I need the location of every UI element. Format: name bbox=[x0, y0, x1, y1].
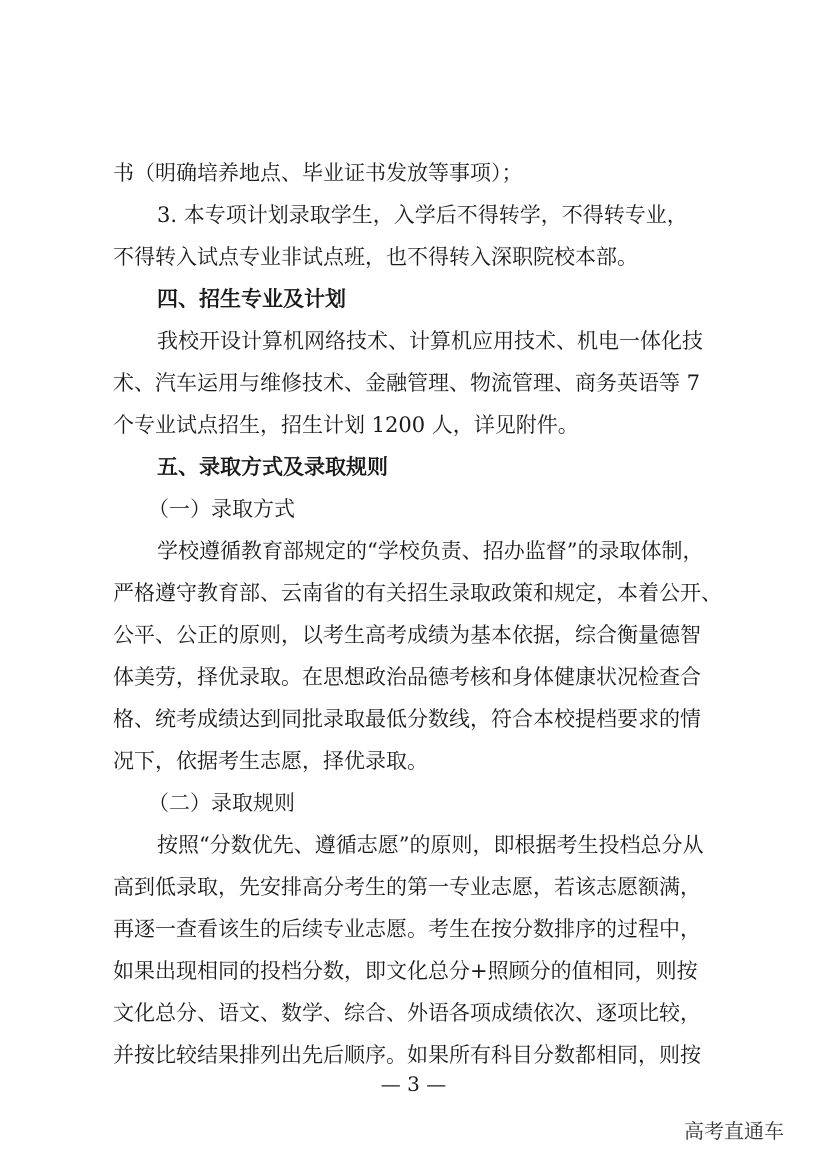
subsection-heading: （二）录取规则 bbox=[148, 791, 295, 815]
text-line: 书（明确培养地点、毕业证书发放等事项）； bbox=[113, 161, 523, 185]
text-line: 如果出现相同的投档分数，即文化总分+照顾分的值相同，则按 bbox=[113, 959, 698, 983]
text-line: 术、汽车运用与维修技术、金融管理、物流管理、商务英语等 7 bbox=[113, 371, 701, 395]
text-line: 我校开设计算机网络技术、计算机应用技术、机电一体化技 bbox=[157, 329, 703, 353]
watermark-text: 高考直通车 bbox=[684, 1119, 784, 1143]
text-line: 按照“分数优先、遵循志愿”的原则，即根据考生投档总分从 bbox=[157, 833, 704, 857]
text-line: 再逐一查看该生的后续专业志愿。考生在按分数排序的过程中， bbox=[113, 917, 701, 941]
text-line: 严格遵守教育部、云南省的有关招生录取政策和规定，本着公开、 bbox=[113, 581, 722, 605]
subsection-heading: （一）录取方式 bbox=[148, 497, 295, 521]
text-line: 并按比较结果排列出先后顺序。如果所有科目分数都相同，则按 bbox=[113, 1043, 701, 1067]
text-line: 体美劳，择优录取。在思想政治品德考核和身体健康状况检查合 bbox=[113, 665, 701, 689]
text-line: 个专业试点招生，招生计划 1200 人，详见附件。 bbox=[113, 413, 579, 437]
text-line: 公平、公正的原则，以考生高考成绩为基本依据，综合衡量德智 bbox=[113, 623, 701, 647]
section-heading: 四、招生专业及计划 bbox=[157, 286, 346, 311]
text-line: 格、统考成绩达到同批录取最低分数线，符合本校提档要求的情 bbox=[113, 707, 701, 731]
text-line: 况下，依据考生志愿，择优录取。 bbox=[113, 749, 428, 773]
text-line: 学校遵循教育部规定的“学校负责、招办监督”的录取体制， bbox=[157, 539, 704, 563]
text-line: 高到低录取，先安排高分考生的第一专业志愿，若该志愿额满， bbox=[113, 875, 701, 899]
section-heading: 五、录取方式及录取规则 bbox=[157, 454, 388, 479]
text-line: 文化总分、语文、数学、综合、外语各项成绩依次、逐项比较， bbox=[113, 1001, 701, 1025]
page-number: — 3 — bbox=[380, 1072, 447, 1096]
text-line: 不得转入试点专业非试点班，也不得转入深职院校本部。 bbox=[113, 245, 638, 269]
text-line: 3. 本专项计划录取学生，入学后不得转学，不得转专业， bbox=[157, 203, 688, 227]
